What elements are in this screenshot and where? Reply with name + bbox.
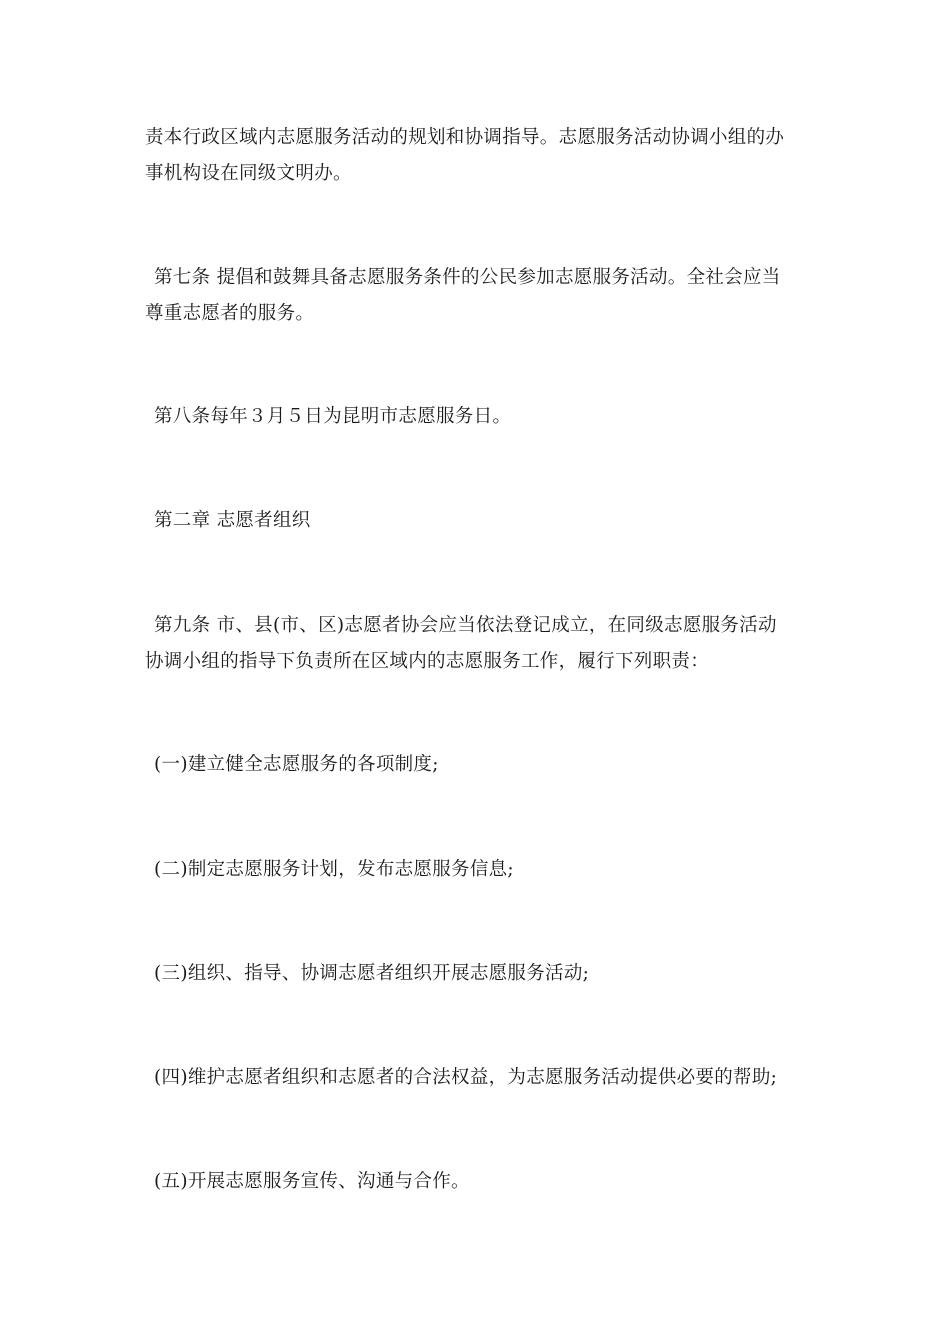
list-item-duty-2 [145, 852, 805, 888]
chapter-2-heading [145, 503, 805, 539]
text-line: 尊重志愿者的服务。 [145, 303, 315, 324]
text-line: 第二章 志愿者组织 [154, 510, 311, 531]
paragraph-article-9 [145, 608, 805, 680]
list-item-duty-5 [145, 1164, 805, 1200]
text-line: (四)维护志愿者组织和志愿者的合法权益，为志愿服务活动提供必要的帮助; [154, 1067, 778, 1088]
text-line: (一)建立健全志愿服务的各项制度; [154, 754, 439, 775]
text-line: (五)开展志愿服务宣传、沟通与合作。 [154, 1171, 470, 1192]
paragraph-article-8 [145, 399, 805, 435]
text-line: 第七条 提倡和鼓舞具备志愿服务条件的公民参加志愿服务活动。全社会应当 [154, 267, 781, 288]
paragraph-coordination-office [145, 120, 805, 192]
text-line: 责本行政区域内志愿服务活动的规划和协调指导。志愿服务活动协调小组的办 [145, 127, 785, 148]
list-item-duty-1 [145, 747, 805, 783]
text-line: 事机构设在同级文明办。 [145, 163, 352, 184]
list-item-duty-3 [145, 956, 805, 992]
text-line: 第九条 市、县(市、区)志愿者协会应当依法登记成立，在同级志愿服务活动 [154, 615, 777, 636]
text-line: (二)制定志愿服务计划，发布志愿服务信息; [154, 859, 514, 880]
list-item-duty-4 [145, 1060, 805, 1096]
text-line: 协调小组的指导下负责所在区域内的志愿服务工作，履行下列职责： [145, 651, 710, 672]
text-line: (三)组织、指导、协调志愿者组织开展志愿服务活动; [154, 963, 590, 984]
paragraph-article-7 [145, 260, 805, 332]
text-line: 第八条每年３月５日为昆明市志愿服务日。 [154, 406, 512, 427]
